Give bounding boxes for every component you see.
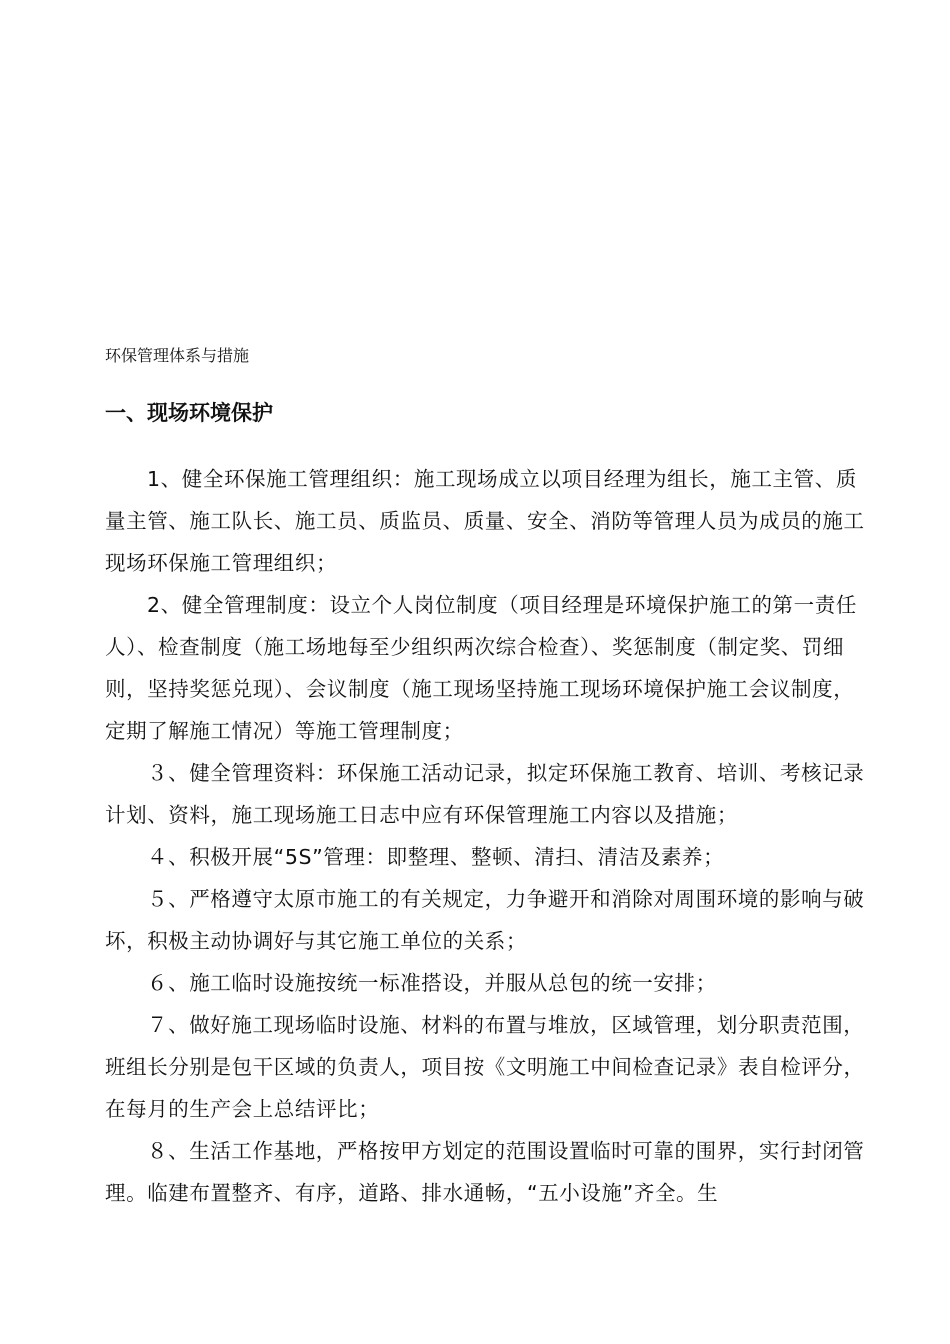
paragraph-3: ３、健全管理资料：环保施工活动记录，拟定环保施工教育、培训、考核记录计划、资料，施工现场施工日志中应有环保管理施工内容以及措施；: [105, 761, 865, 827]
paragraph-2: 2、健全管理制度：设立个人岗位制度（项目经理是环境保护施工的第一责任人）、检查制度（施工场地每至少组织两次综合检查）、奖惩制度（制定奖、罚细则，坚持奖惩兑现）、会议制度（施工现场坚持施工现场环境保护施工会议制度，定期了解施工情况）等施工管理制度；: [105, 593, 857, 743]
body-text: [105, 458, 865, 1214]
paragraph-8: ８、生活工作基地，严格按甲方划定的范围设置临时可靠的围界，实行封闭管理。临建布置整齐、有序，道路、排水通畅，“五小设施”齐全。生: [105, 1139, 865, 1205]
paragraph-1: 1、健全环保施工管理组织：施工现场成立以项目经理为组长，施工主管、质量主管、施工队长、施工员、质监员、质量、安全、消防等管理人员为成员的施工现场环保施工管理组织；: [105, 467, 865, 575]
document-title: 环保管理体系与措施: [105, 346, 250, 365]
section-heading: 一、现场环境保护: [105, 401, 273, 425]
paragraph-5: ５、严格遵守太原市施工的有关规定，力争避开和消除对周围环境的影响与破坏，积极主动协调好与其它施工单位的关系；: [105, 887, 865, 953]
paragraph-7: ７、做好施工现场临时设施、材料的布置与堆放，区域管理，划分职责范围，班组长分别是包干区域的负责人，项目按《文明施工中间检查记录》表自检评分，在每月的生产会上总结评比；: [105, 1013, 865, 1121]
paragraph-4: ４、积极开展“5S”管理：即整理、整顿、清扫、清洁及素养；: [147, 845, 725, 869]
paragraph-6: ６、施工临时设施按统一标准搭设，并服从总包的统一安排；: [147, 971, 717, 995]
